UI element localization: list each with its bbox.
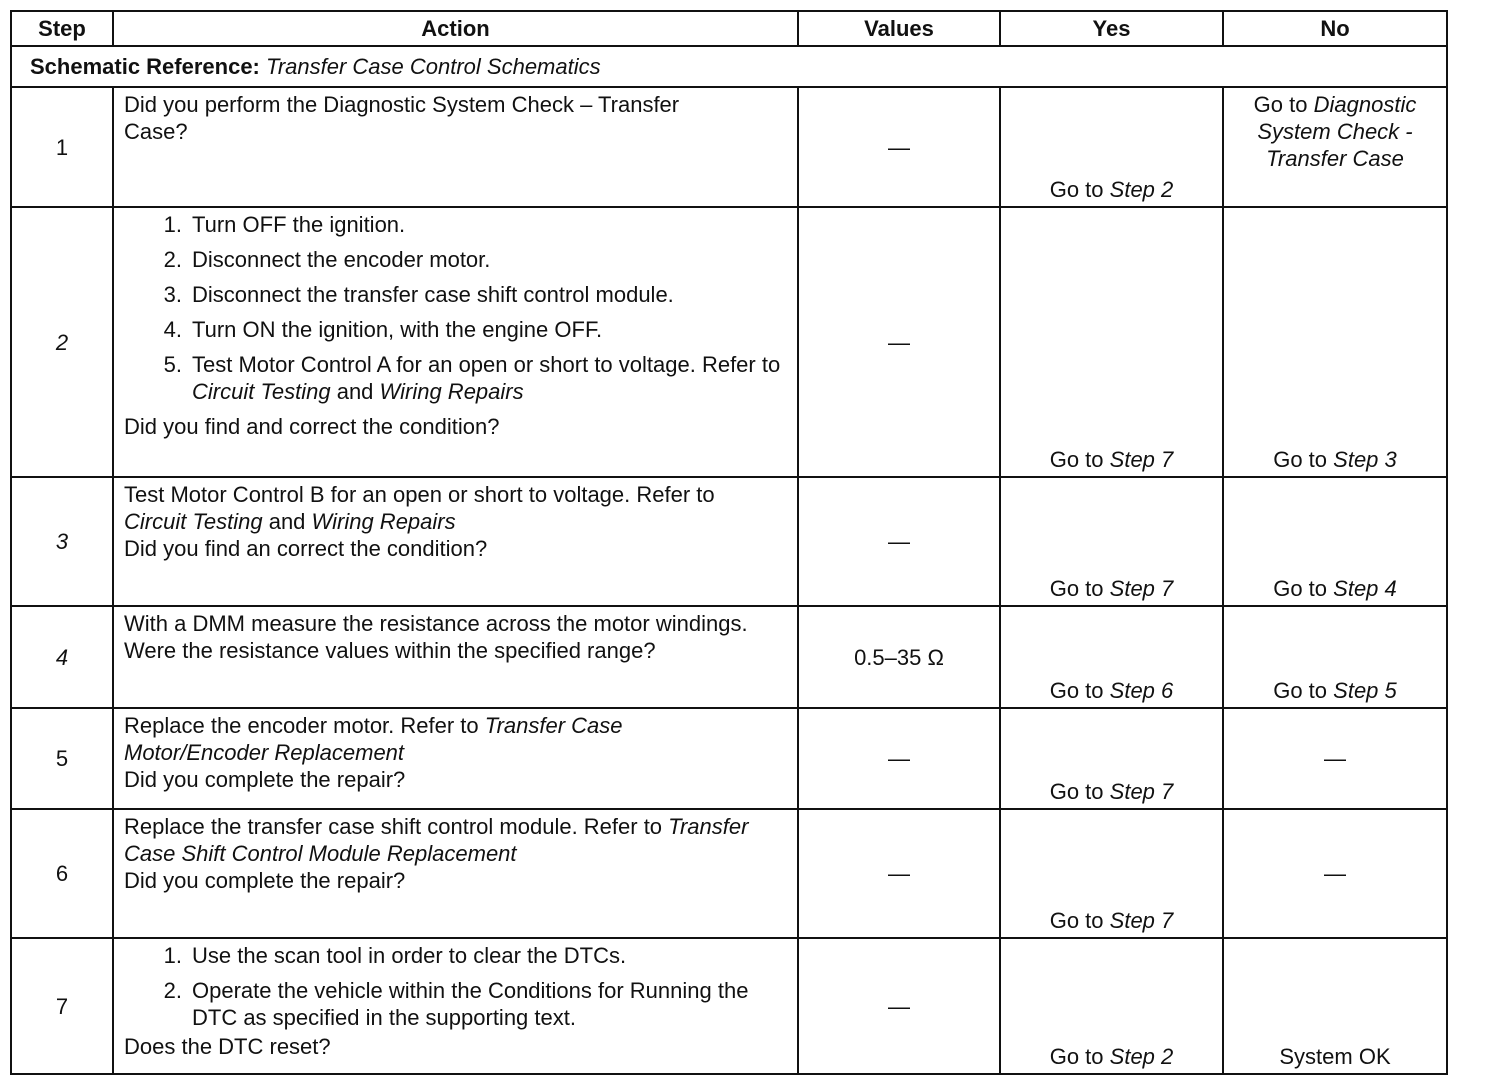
no-cell: Go to Diagnostic System Check - Transfer Case (1223, 87, 1447, 207)
diagnostic-table (10, 10, 1448, 1075)
value-cell: — (798, 708, 1000, 809)
table-row (11, 477, 1447, 606)
no-cell: — (1223, 708, 1447, 809)
yes-link[interactable]: Step 7 (1109, 779, 1174, 804)
list-item: 2. Operate the vehicle within the Conditions for Running the DTC as specified in the supporting text. (163, 978, 749, 1030)
replacement-link[interactable]: Transfer Case Motor/Encoder Replacement (124, 713, 623, 765)
action-question: Did you complete the repair? (124, 868, 406, 893)
step-number: 7 (11, 938, 113, 1074)
no-cell: Go to Step 3 (1223, 207, 1447, 477)
action-cell (113, 477, 798, 606)
action-cell (113, 938, 798, 1074)
table-row (11, 606, 1447, 708)
yes-cell: Go to Step 6 (1000, 606, 1223, 708)
step-number: 5 (11, 708, 113, 809)
yes-cell: Go to Step 7 (1000, 207, 1223, 477)
action-question: Did you complete the repair? (124, 767, 406, 792)
table-row (11, 207, 1447, 477)
header-row (11, 11, 1447, 46)
list-item: 1. Turn OFF the ignition. (163, 212, 406, 237)
schematic-reference (11, 46, 1447, 87)
step-number: 1 (11, 87, 113, 207)
action-text: Test Motor Control B for an open or short to voltage. Refer to Circuit Testing and Wiring Repairs (124, 482, 715, 534)
no-link[interactable]: Diagnostic System Check - Transfer Case (1257, 92, 1417, 171)
action-cell (113, 207, 798, 477)
table-row (11, 938, 1447, 1074)
action-question: Did you find and correct the condition? (124, 414, 500, 439)
yes-cell: Go to Step 7 (1000, 708, 1223, 809)
yes-cell: Go to Step 7 (1000, 477, 1223, 606)
action-cell (113, 606, 798, 708)
no-cell: System OK (1223, 938, 1447, 1074)
yes-link[interactable]: Step 2 (1109, 1044, 1174, 1069)
list-item: 2. Disconnect the encoder motor. (163, 247, 491, 272)
value-cell: — (798, 477, 1000, 606)
value-cell: — (798, 207, 1000, 477)
yes-link[interactable]: Step 7 (1109, 447, 1174, 472)
yes-cell: Go to Step 7 (1000, 809, 1223, 938)
action-question: Were the resistance values within the specified range? (124, 638, 656, 663)
yes-link[interactable]: Step 7 (1109, 576, 1174, 601)
no-cell: — (1223, 809, 1447, 938)
table-row (11, 87, 1447, 207)
schematic-link[interactable]: Transfer Case Control Schematics (266, 54, 601, 79)
list-item: 4. Turn ON the ignition, with the engine OFF. (163, 317, 603, 342)
action-cell (113, 809, 798, 938)
circuit-testing-link[interactable]: Circuit Testing (192, 379, 331, 404)
header-no: No (1223, 11, 1447, 46)
yes-link[interactable]: Step 7 (1109, 908, 1174, 933)
action-steps (124, 211, 789, 413)
yes-cell: Go to Step 2 (1000, 87, 1223, 207)
no-cell: Go to Step 4 (1223, 477, 1447, 606)
wiring-repairs-link[interactable]: Wiring Repairs (379, 379, 524, 404)
header-step: Step (11, 11, 113, 46)
action-text: Did you perform the Diagnostic System Check – Transfer Case? (124, 92, 680, 144)
step-number: 2 (11, 207, 113, 477)
action-cell (113, 708, 798, 809)
table-row (11, 809, 1447, 938)
header-values: Values (798, 11, 1000, 46)
no-link[interactable]: Step 3 (1333, 447, 1397, 472)
action-cell (113, 87, 798, 207)
step-number: 4 (11, 606, 113, 708)
list-item: 1. Use the scan tool in order to clear the DTCs. (163, 943, 627, 968)
list-item: 5. Test Motor Control A for an open or short to voltage. Refer to Circuit Testing and Wiring Repairs (163, 352, 781, 404)
value-cell: — (798, 87, 1000, 207)
yes-link[interactable]: Step 6 (1109, 678, 1174, 703)
action-text: With a DMM measure the resistance across the motor windings. (124, 611, 748, 636)
step-number: 3 (11, 477, 113, 606)
action-question: Did you find an correct the condition? (124, 536, 488, 561)
action-text: Replace the encoder motor. Refer to Transfer Case Motor/Encoder Replacement (124, 713, 623, 765)
no-link[interactable]: Step 5 (1333, 678, 1397, 703)
step-number: 6 (11, 809, 113, 938)
schematic-reference-row (11, 46, 1447, 87)
list-item: 3. Disconnect the transfer case shift control module. (163, 282, 674, 307)
value-cell: — (798, 809, 1000, 938)
action-question: Does the DTC reset? (124, 1034, 331, 1059)
no-cell: Go to Step 5 (1223, 606, 1447, 708)
yes-link[interactable]: Step 2 (1109, 177, 1174, 202)
action-text: Replace the transfer case shift control module. Refer to Transfer Case Shift Control Module Replacement (124, 814, 749, 866)
yes-cell: Go to Step 2 (1000, 938, 1223, 1074)
value-cell: 0.5–35 Ω (798, 606, 1000, 708)
header-yes: Yes (1000, 11, 1223, 46)
value-cell: — (798, 938, 1000, 1074)
circuit-testing-link[interactable]: Circuit Testing (124, 509, 263, 534)
action-steps (124, 942, 789, 1033)
schematic-label: Schematic Reference: (30, 54, 260, 79)
no-link[interactable]: Step 4 (1333, 576, 1397, 601)
wiring-repairs-link[interactable]: Wiring Repairs (311, 509, 456, 534)
replacement-link[interactable]: Transfer Case Shift Control Module Replacement (124, 814, 749, 866)
header-action: Action (113, 11, 798, 46)
table-row (11, 708, 1447, 809)
